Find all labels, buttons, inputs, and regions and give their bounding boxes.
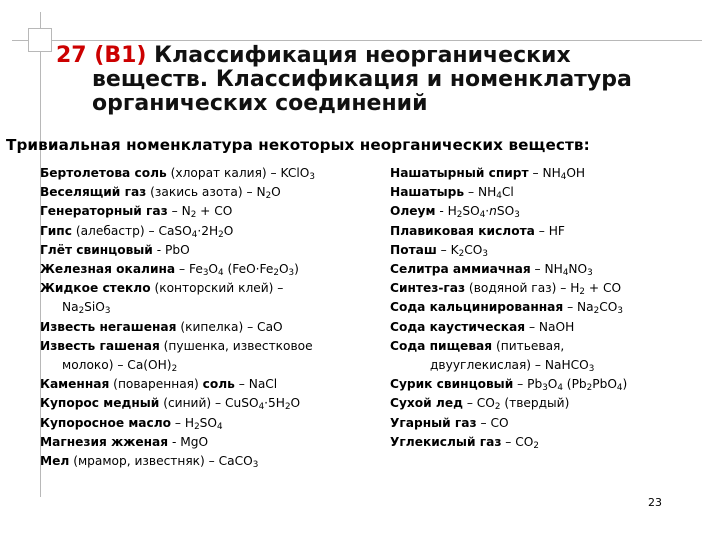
right-entry: Плавиковая кислота – HF xyxy=(390,223,565,238)
left-entry: Купорос медный (синий) – $CuSO_4\cdot 5H_2O$ xyxy=(40,396,301,413)
right-entry: Сухой лед – $CO_2$ (твердый) xyxy=(390,396,570,413)
right-entry: Сода пищевая (питьевая, двууглекислая) – NaHCO$_3$ xyxy=(390,338,595,375)
right-entry: Углекислый газ – $CO_2$ xyxy=(390,434,539,452)
title-line-3: органических соединений xyxy=(92,91,428,116)
section-heading: Тривиальная номенклатура некоторых неорганических веществ: xyxy=(6,136,590,154)
right-entry: Поташ – $K_2CO_3$ xyxy=(390,242,488,259)
right-entry: Селитра аммиачная – $NH_4NO_3$ xyxy=(390,262,593,279)
right-entry: Угарный газ – CO xyxy=(390,415,509,430)
right-entry: Синтез-газ (водяной $газ) - H_2$ + CO xyxy=(390,281,622,298)
left-entry: Мел (мрамор, известняк) – CaCO$_3$ xyxy=(40,454,259,471)
title-text-1: Классификация неорганических xyxy=(154,43,571,68)
title-line-2: веществ. Классификация и номенклатура xyxy=(92,67,632,92)
right-entry: Сода кальцинированная – $Na_2CO_3$ xyxy=(390,300,623,317)
left-entry: Железная окалина – $Fe_3O_4$ $(FeO\cdot Fe_2O_3)$ xyxy=(40,262,299,279)
right-column xyxy=(390,164,710,452)
decorative-square xyxy=(28,28,52,52)
right-entry: Нашатырный спирт – $NH_4OH$ xyxy=(390,166,586,183)
left-entry: Гипс (алебастр) – $CaSO_4\cdot 2H_2O$ xyxy=(40,223,234,240)
left-entry: Известь негашеная (кипелка) – CaO xyxy=(40,319,283,334)
title-number: 27 (В1) xyxy=(56,43,147,68)
left-entry: Известь гашеная (пушенка, известковое молоко) – $Ca(OH)_2$ xyxy=(40,338,313,375)
left-entry: Каменная (поваренная) соль – NaCl xyxy=(40,377,278,392)
left-entry: Бертолетова соль (хлорат калия) – KClO$_3$ xyxy=(40,166,315,183)
right-entry: Сурик свинцовый – $Pb_3O_4$ $(Pb_2PbO_4)$ xyxy=(390,377,628,394)
left-entry: Купоросное масло – $H_2SO_4$ xyxy=(40,415,223,432)
page-number: 23 xyxy=(648,496,662,509)
left-entry: Жидкое стекло (конторский клей) – $Na_2SiO_3$ xyxy=(40,281,284,317)
left-entry: Веселящий газ (закись азота) – $N_2O$ xyxy=(40,185,281,202)
right-entry: Нашатырь – $NH_4Cl$ xyxy=(390,185,514,202)
left-entry: Магнезия жженая - MgO xyxy=(40,434,209,449)
left-entry: Генераторный газ – $N_2$ + CO xyxy=(40,204,233,221)
left-column xyxy=(40,164,380,471)
right-entry: Олеум - $H_2SO_4\cdot nSO_3$ xyxy=(390,204,520,221)
slide-frame-horizontal xyxy=(12,40,702,41)
title-line-1 xyxy=(56,44,696,68)
slide-title xyxy=(56,44,696,116)
right-entry: Сода каустическая – NaOH xyxy=(390,319,575,334)
left-entry: Глёт свинцовый - PbO xyxy=(40,242,190,257)
